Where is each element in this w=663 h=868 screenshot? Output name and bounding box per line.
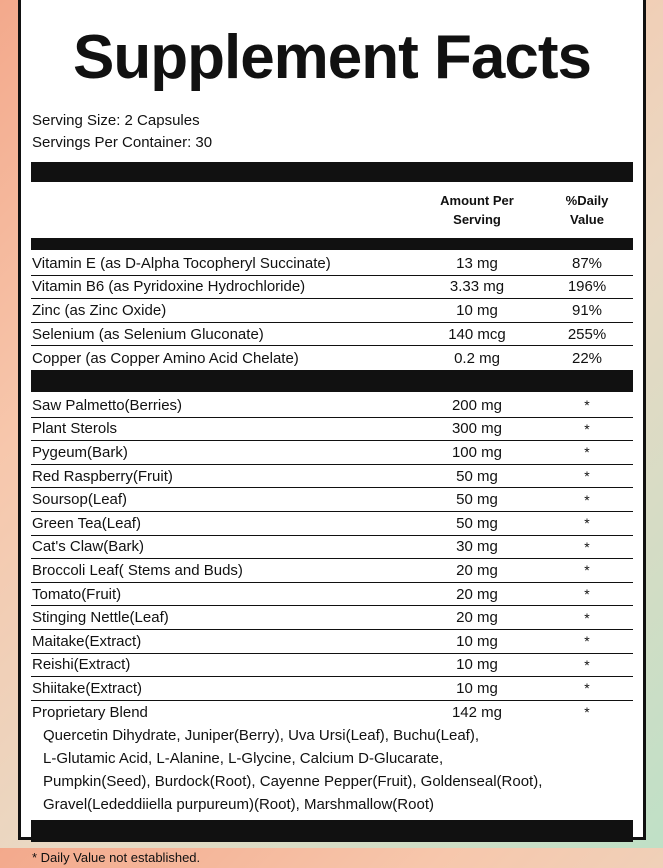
blend-line: Gravel(Lededdiiella purpureum)(Root), Marshmallow(Root) [43, 796, 434, 814]
ingredient-amount: 50 mg [456, 467, 498, 485]
header-amount-line2: Serving [453, 212, 501, 227]
table-row [31, 536, 633, 560]
ingredient-amount: 50 mg [456, 514, 498, 532]
vitamin-rows [31, 252, 633, 370]
ingredient-name: Pygeum(Bark) [32, 443, 128, 461]
ingredient-name: Red Raspberry(Fruit) [32, 467, 173, 485]
ingredient-name: Selenium (as Selenium Gluconate) [32, 325, 264, 343]
ingredient-daily-value: * [584, 397, 590, 414]
divider-bar [31, 820, 633, 842]
ingredient-amount: 13 mg [456, 254, 498, 272]
blend-ingredients [31, 724, 633, 816]
ingredient-name: Soursop(Leaf) [32, 491, 128, 509]
table-row [31, 465, 633, 489]
ingredient-amount: 20 mg [456, 609, 498, 627]
table-row [31, 346, 633, 370]
supplement-facts-label [18, 0, 646, 866]
ingredient-name: Proprietary Blend [32, 703, 148, 721]
ingredient-amount: 100 mg [451, 443, 503, 461]
table-row [31, 394, 633, 418]
ingredient-daily-value: * [584, 680, 590, 697]
ingredient-daily-value: * [584, 420, 590, 437]
ingredient-daily-value: 22% [571, 349, 603, 367]
ingredient-amount: 20 mg [456, 561, 498, 579]
divider-bar [31, 162, 633, 182]
ingredient-daily-value: * [584, 468, 590, 485]
ingredient-name: Cat's Claw(Bark) [32, 538, 145, 556]
ingredient-daily-value: 255% [567, 325, 607, 343]
ingredient-daily-value: * [584, 656, 590, 673]
ingredient-daily-value: * [584, 515, 590, 532]
table-row [31, 583, 633, 607]
ingredient-daily-value: * [584, 704, 590, 721]
ingredient-amount: 30 mg [456, 538, 498, 556]
label-title: Supplement Facts [73, 23, 591, 92]
ingredient-name: Green Tea(Leaf) [32, 514, 141, 532]
ingredient-daily-value: * [584, 633, 590, 650]
ingredient-name: Zinc (as Zinc Oxide) [32, 301, 167, 319]
ingredient-daily-value: 87% [571, 254, 603, 272]
ingredient-daily-value: 91% [571, 301, 603, 319]
table-row [31, 677, 633, 701]
table-row [31, 441, 633, 465]
ingredient-daily-value: * [584, 562, 590, 579]
footnote: * Daily Value not established. [32, 850, 201, 866]
ingredient-name: Maitake(Extract) [32, 632, 142, 650]
ingredient-amount: 200 mg [451, 396, 503, 414]
ingredient-amount: 10 mg [456, 656, 498, 674]
ingredient-daily-value: * [584, 538, 590, 555]
ingredient-amount: 140 mcg [448, 325, 506, 343]
table-row [31, 654, 633, 678]
ingredient-name: Vitamin E (as D-Alpha Tocopheryl Succinate) [32, 254, 331, 272]
table-row [31, 418, 633, 442]
header-dv-line2: Value [570, 212, 604, 227]
ingredient-name: Reishi(Extract) [32, 656, 131, 674]
divider-bar [31, 370, 633, 392]
serving-info [31, 110, 633, 154]
ingredient-name: Vitamin B6 (as Pyridoxine Hydrochloride) [32, 278, 306, 296]
ingredient-daily-value: 196% [567, 278, 607, 296]
header-amount [413, 191, 541, 229]
table-row [31, 559, 633, 583]
servings-per-container: Servings Per Container: 30 [32, 134, 213, 151]
ingredient-daily-value: * [584, 491, 590, 508]
header-amount-line1: Amount Per [440, 193, 514, 208]
table-row [31, 488, 633, 512]
ingredient-daily-value: * [584, 444, 590, 461]
herb-rows [31, 394, 633, 724]
header-dv-line1: %Daily [565, 193, 609, 208]
table-row [31, 252, 633, 276]
ingredient-name: Shiitake(Extract) [32, 679, 143, 697]
ingredient-amount: 50 mg [456, 491, 498, 509]
ingredient-name: Tomato(Fruit) [32, 585, 122, 603]
table-row [31, 701, 633, 725]
ingredient-amount: 142 mg [451, 703, 503, 721]
ingredient-name: Plant Sterols [32, 420, 118, 438]
blend-line: L-Glutamic Acid, L-Alanine, L-Glycine, Calcium D-Glucarate, [43, 750, 444, 768]
table-row [31, 630, 633, 654]
table-row [31, 276, 633, 300]
table-row [31, 299, 633, 323]
table-row [31, 323, 633, 347]
ingredient-name: Saw Palmetto(Berries) [32, 396, 183, 414]
ingredient-amount: 10 mg [456, 301, 498, 319]
ingredient-daily-value: * [584, 609, 590, 626]
ingredient-amount: 300 mg [451, 420, 503, 438]
ingredient-name: Stinging Nettle(Leaf) [32, 609, 169, 627]
ingredient-amount: 20 mg [456, 585, 498, 603]
ingredient-daily-value: * [584, 586, 590, 603]
table-row [31, 606, 633, 630]
column-header-row [31, 182, 633, 238]
table-row [31, 512, 633, 536]
divider-bar [31, 238, 633, 250]
blend-line: Pumpkin(Seed), Burdock(Root), Cayenne Pepper(Fruit), Goldenseal(Root), [43, 773, 543, 791]
ingredient-name: Copper (as Copper Amino Acid Chelate) [32, 349, 299, 367]
ingredient-name: Broccoli Leaf( Stems and Buds) [32, 561, 243, 579]
header-daily-value [541, 191, 633, 229]
ingredient-amount: 3.33 mg [449, 278, 505, 296]
ingredient-amount: 10 mg [456, 632, 498, 650]
blend-line: Quercetin Dihydrate, Juniper(Berry), Uva Ursi(Leaf), Buchu(Leaf), [43, 727, 479, 745]
serving-size: Serving Size: 2 Capsules [32, 112, 200, 129]
ingredient-amount: 0.2 mg [454, 349, 500, 367]
ingredient-amount: 10 mg [456, 679, 498, 697]
